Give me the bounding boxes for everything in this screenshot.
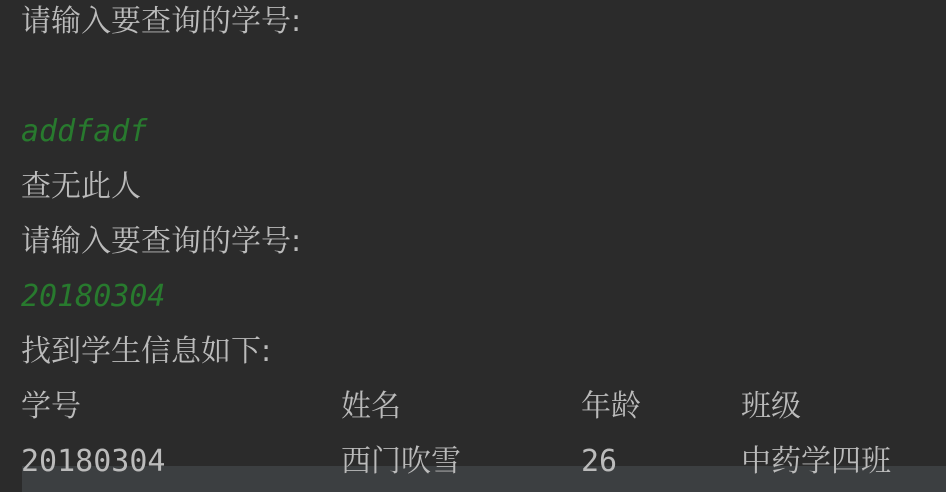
table-cell-name: 西门吹雪 <box>341 444 461 479</box>
query-prompt: 请输入要查询的学号: <box>21 4 302 39</box>
table-header-name: 姓名 <box>341 389 401 424</box>
not-found-message: 查无此人 <box>21 169 141 204</box>
table-cell-age: 26 <box>581 444 618 479</box>
query-prompt: 请输入要查询的学号: <box>21 224 302 259</box>
user-input-entry: 20180304 <box>21 279 166 314</box>
found-message: 找到学生信息如下: <box>21 334 272 369</box>
user-input-entry: addfadf <box>21 114 148 149</box>
table-header-age: 年龄 <box>581 389 641 424</box>
table-header-student-id: 学号 <box>21 389 81 424</box>
table-cell-class: 中药学四班 <box>741 444 891 479</box>
table-header-class: 班级 <box>741 389 801 424</box>
table-cell-student-id: 20180304 <box>21 444 166 479</box>
